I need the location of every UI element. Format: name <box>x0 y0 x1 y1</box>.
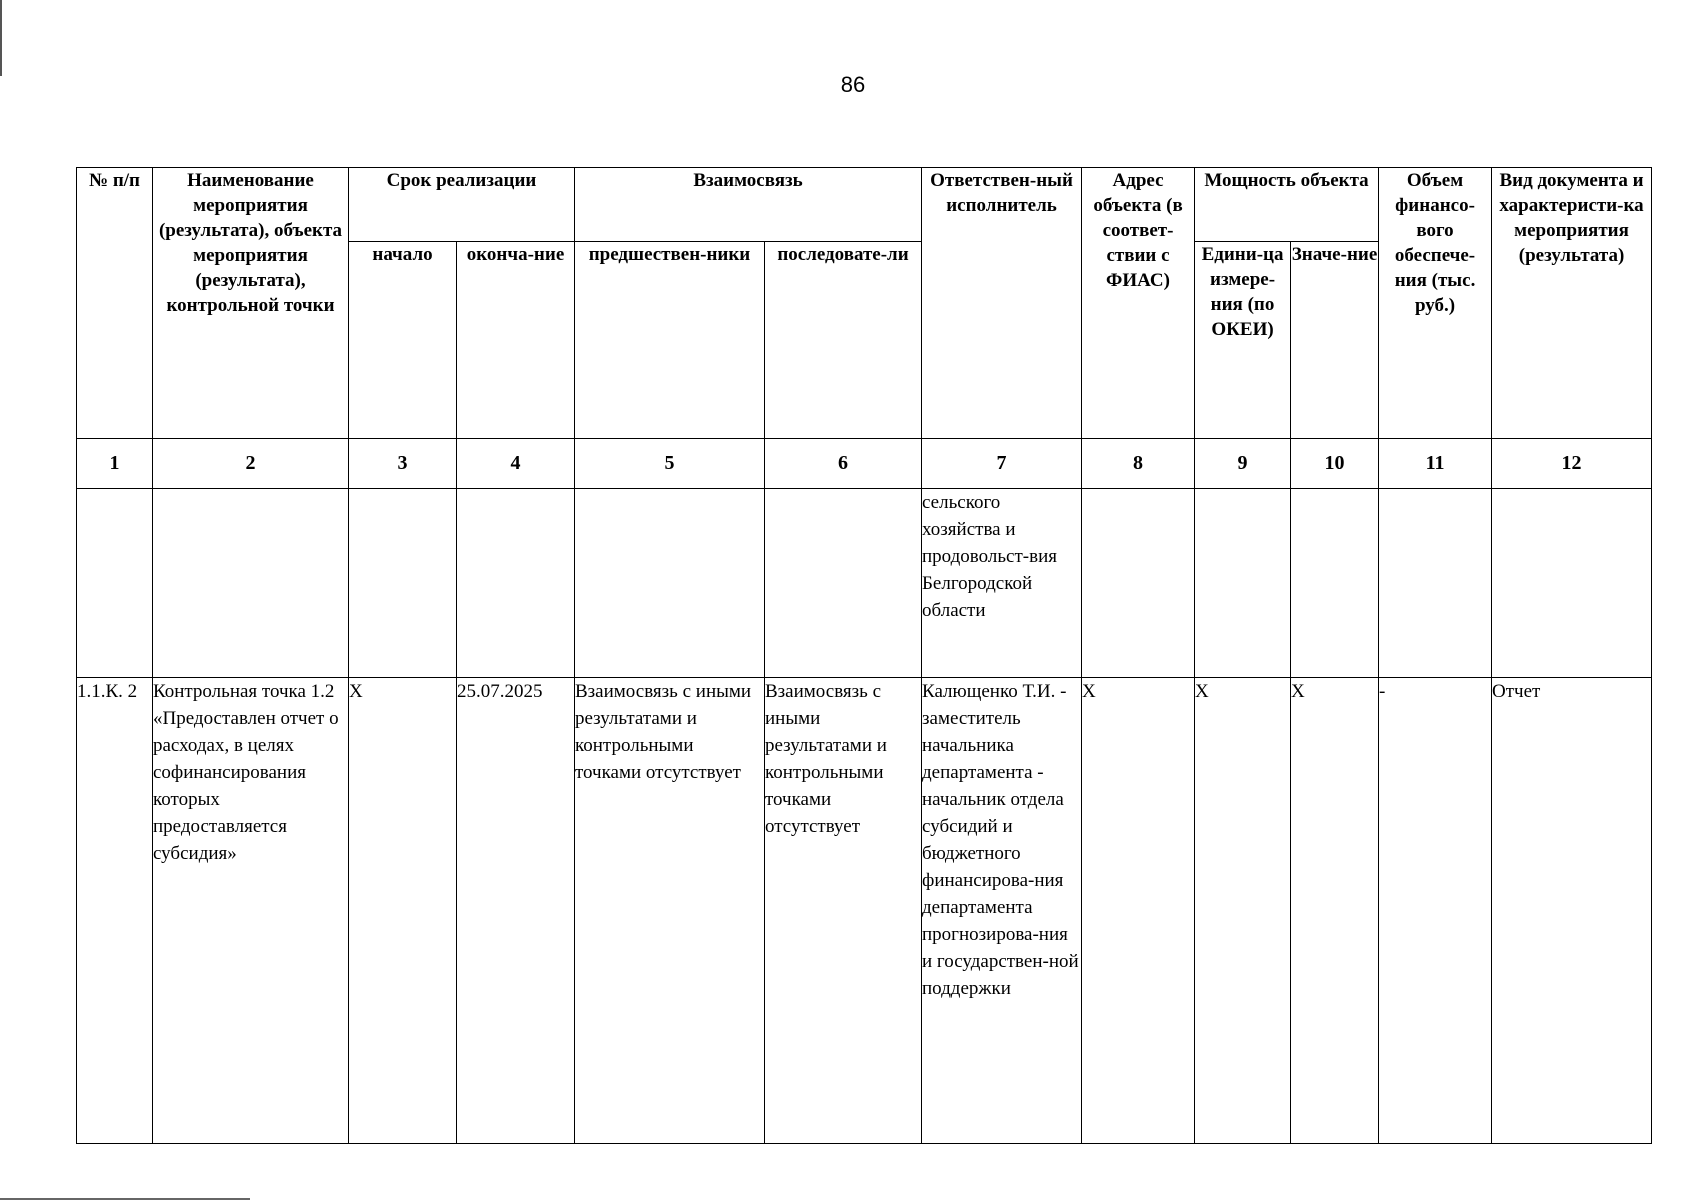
cell-finance: - <box>1379 678 1492 1144</box>
cell-responsible: сельского хозяйства и продовольст-вия Белгородской области <box>922 489 1082 678</box>
column-number: 12 <box>1492 439 1652 489</box>
cell-name <box>153 489 349 678</box>
cell-end <box>457 489 575 678</box>
header-capacity-unit: Едини-ца измере-ния (по ОКЕИ) <box>1195 242 1291 439</box>
header-no: № п/п <box>77 168 153 439</box>
cell-start <box>349 489 457 678</box>
cell-pred: Взаимосвязь с иными результатами и контрольными точками отсутствует <box>575 678 765 1144</box>
cell-next <box>765 489 922 678</box>
column-number: 10 <box>1291 439 1379 489</box>
header-capacity-value: Значе-ние <box>1291 242 1379 439</box>
header-name: Наименование мероприятия (результата), объекта мероприятия (результата), контрольной точки <box>153 168 349 439</box>
column-number: 11 <box>1379 439 1492 489</box>
cell-responsible: Калющенко Т.И. - заместитель начальника департамента - начальник отдела субсидий и бюджетного финансирова-ния департамента прогнозирова-ния и государствен-ной поддержки <box>922 678 1082 1144</box>
table-row <box>77 678 1652 1144</box>
header-document: Вид документа и характеристи-ка мероприятия (результата) <box>1492 168 1652 439</box>
header-link-pred: предшествен-ники <box>575 242 765 439</box>
header-link: Взаимосвязь <box>575 168 922 242</box>
page-number: 86 <box>840 72 866 97</box>
column-number: 7 <box>922 439 1082 489</box>
column-number: 2 <box>153 439 349 489</box>
scan-edge-mark <box>0 0 2 76</box>
header-link-next: последовате-ли <box>765 242 922 439</box>
column-number: 1 <box>77 439 153 489</box>
cell-next: Взаимосвязь с иными результатами и контрольными точками отсутствует <box>765 678 922 1144</box>
cell-address: Х <box>1082 678 1195 1144</box>
column-number: 3 <box>349 439 457 489</box>
header-period: Срок реализации <box>349 168 575 242</box>
cell-finance <box>1379 489 1492 678</box>
header-responsible: Ответствен-ный исполнитель <box>922 168 1082 439</box>
header-period-end: оконча-ние <box>457 242 575 439</box>
cell-value <box>1291 489 1379 678</box>
header-period-start: начало <box>349 242 457 439</box>
plan-table <box>76 167 1652 1144</box>
header-row-1 <box>77 168 1652 242</box>
cell-unit: Х <box>1195 678 1291 1144</box>
cell-pred <box>575 489 765 678</box>
cell-no: 1.1.К. 2 <box>77 678 153 1144</box>
cell-no <box>77 489 153 678</box>
column-number-row <box>77 439 1652 489</box>
cell-end: 25.07.2025 <box>457 678 575 1144</box>
column-number: 4 <box>457 439 575 489</box>
column-number: 8 <box>1082 439 1195 489</box>
table-row <box>77 489 1652 678</box>
header-finance: Объем финансо-вого обеспече-ния (тыс. руб.) <box>1379 168 1492 439</box>
cell-start: Х <box>349 678 457 1144</box>
column-number: 6 <box>765 439 922 489</box>
column-number: 5 <box>575 439 765 489</box>
cell-document <box>1492 489 1652 678</box>
column-number: 9 <box>1195 439 1291 489</box>
cell-unit <box>1195 489 1291 678</box>
cell-address <box>1082 489 1195 678</box>
cell-document: Отчет <box>1492 678 1652 1144</box>
cell-value: Х <box>1291 678 1379 1144</box>
header-address: Адрес объекта (в соответ-ствии с ФИАС) <box>1082 168 1195 439</box>
header-capacity: Мощность объекта <box>1195 168 1379 242</box>
cell-name: Контрольная точка 1.2 «Предоставлен отчет о расходах, в целях софинансирования которых предоставляется субсидия» <box>153 678 349 1144</box>
